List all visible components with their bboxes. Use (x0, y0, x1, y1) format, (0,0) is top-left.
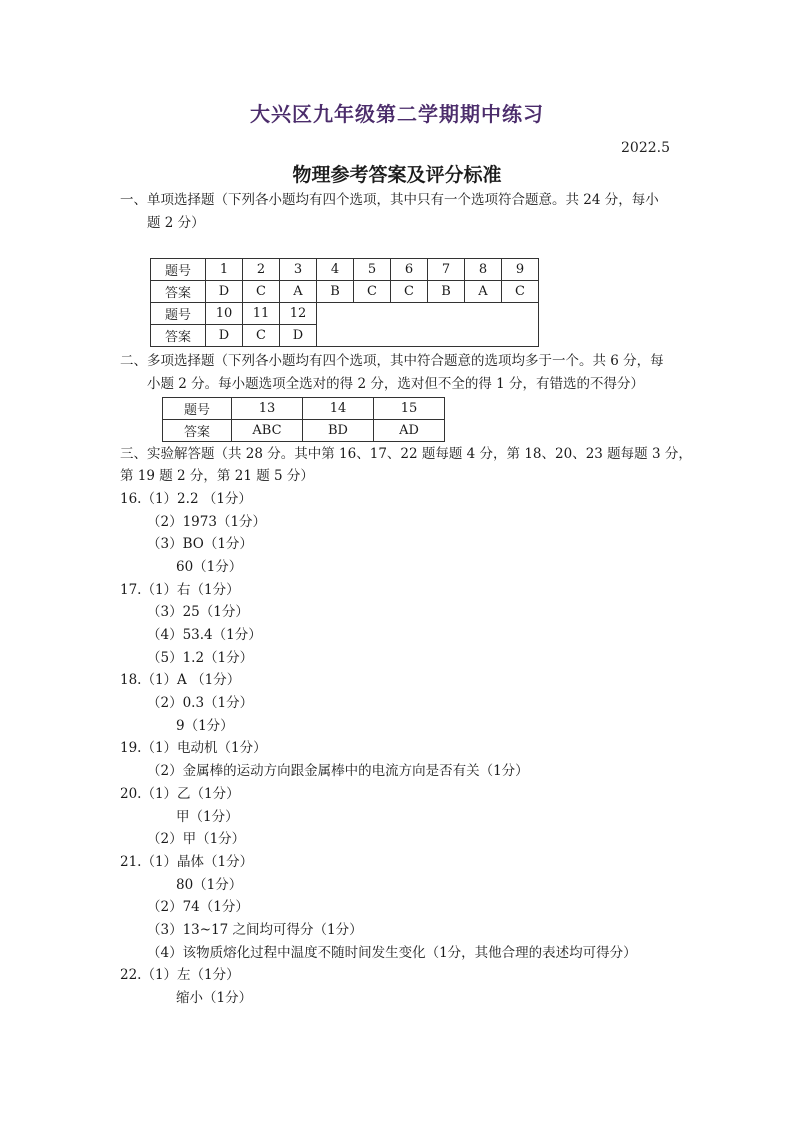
answer-line: （2）1973（1分） (147, 514, 267, 530)
table-header-cell: 题号 (151, 259, 206, 281)
table-cell: C (243, 281, 280, 303)
answer-line: （5）1.2（1分） (147, 650, 254, 666)
table-row (163, 398, 445, 420)
single-choice-answer-table (150, 258, 539, 347)
answer-line: （3）13~17 之间均可得分（1分） (147, 922, 363, 938)
table-cell: 1 (206, 259, 243, 281)
table-cell: 9 (502, 259, 539, 281)
section1-heading-cont: 题 2 分） (147, 215, 205, 231)
table-cell: D (206, 281, 243, 303)
answer-line: 19.（1）电动机（1分） (120, 740, 267, 756)
table-row (151, 259, 539, 281)
table-cell: AD (374, 420, 445, 442)
answer-line: 甲（1分） (176, 809, 239, 825)
section3-heading-cont: 第 19 题 2 分，第 21 题 5 分） (120, 468, 314, 484)
table-cell: 11 (243, 303, 280, 325)
table-cell: 4 (317, 259, 354, 281)
answer-line: 22.（1）左（1分） (120, 967, 240, 983)
answer-line: （2）金属棒的运动方向跟金属棒中的电流方向是否有关（1分） (147, 763, 529, 779)
section3-heading: 三、实验解答题（共 28 分。其中第 16、17、22 题每题 4 分，第 18、20、23 题每题 3 分， (120, 446, 692, 462)
table-cell: BD (303, 420, 374, 442)
table-cell: C (502, 281, 539, 303)
answer-line: 60（1分） (176, 559, 243, 575)
table-cell: 2 (243, 259, 280, 281)
document-date: 2022.5 (621, 140, 670, 156)
section1-heading: 一、单项选择题（下列各小题均有四个选项，其中只有一个选项符合题意。共 24 分，每小 (120, 192, 659, 208)
answer-line: 18.（1）A （1分） (120, 672, 241, 688)
document-subtitle: 物理参考答案及评分标准 (292, 164, 502, 186)
answer-line: （4）该物质熔化过程中温度不随时间发生变化（1分，其他合理的表述均可得分） (147, 945, 637, 961)
table-cell: C (354, 281, 391, 303)
answer-line: （2）0.3（1分） (147, 695, 254, 711)
section2-heading-cont: 小题 2 分。每小题选项全选对的得 2 分，选对但不全的得 1 分，有错选的不得分） (147, 376, 645, 392)
document-title: 大兴区九年级第二学期期中练习 (250, 102, 544, 126)
answer-line: （2）74（1分） (147, 899, 249, 915)
answer-line: 17.（1）右（1分） (120, 582, 240, 598)
answer-line: （3）BO（1分） (147, 536, 253, 552)
table-cell: A (465, 281, 502, 303)
table-cell: 3 (280, 259, 317, 281)
table-empty-cell (317, 303, 539, 347)
answer-line: 21.（1）晶体（1分） (120, 854, 254, 870)
table-cell: C (391, 281, 428, 303)
table-row (163, 420, 445, 442)
table-row (151, 303, 539, 325)
table-cell: 12 (280, 303, 317, 325)
table-cell: D (280, 325, 317, 347)
table-cell: B (317, 281, 354, 303)
answer-line: （3）25（1分） (147, 604, 249, 620)
table-row (151, 281, 539, 303)
answer-line: （2）甲（1分） (147, 831, 246, 847)
table-header-cell: 题号 (151, 303, 206, 325)
table-header-cell: 题号 (163, 398, 232, 420)
table-cell: 6 (391, 259, 428, 281)
answer-line: 9（1分） (176, 718, 234, 734)
table-cell: 13 (232, 398, 303, 420)
section2-heading: 二、多项选择题（下列各小题均有四个选项，其中符合题意的选项均多于一个。共 6 分，每 (120, 353, 664, 369)
table-cell: 8 (465, 259, 502, 281)
answer-line: 80（1分） (176, 877, 243, 893)
table-cell: B (428, 281, 465, 303)
multiple-choice-answer-table (162, 397, 445, 442)
table-header-cell: 答案 (151, 281, 206, 303)
table-header-cell: 答案 (163, 420, 232, 442)
answer-line: （4）53.4（1分） (147, 627, 262, 643)
table-cell: 15 (374, 398, 445, 420)
table-header-cell: 答案 (151, 325, 206, 347)
answer-line: 缩小（1分） (176, 990, 253, 1006)
table-cell: 14 (303, 398, 374, 420)
table-cell: ABC (232, 420, 303, 442)
table-cell: D (206, 325, 243, 347)
table-cell: A (280, 281, 317, 303)
table-cell: 10 (206, 303, 243, 325)
table-cell: C (243, 325, 280, 347)
answer-line: 20.（1）乙（1分） (120, 786, 240, 802)
table-cell: 5 (354, 259, 391, 281)
table-cell: 7 (428, 259, 465, 281)
answer-line: 16.（1）2.2 （1分） (120, 491, 252, 507)
